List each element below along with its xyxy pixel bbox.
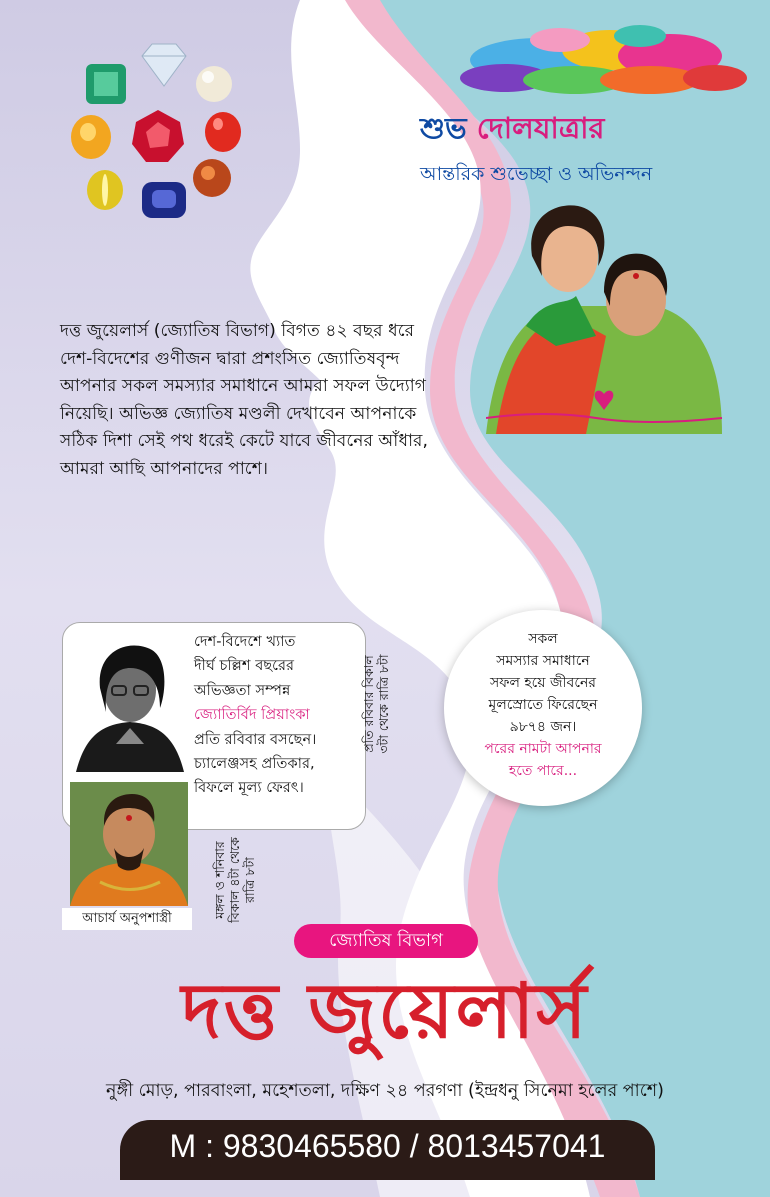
astrologer-line: দেশ-বিদেশে খ্যাত	[194, 633, 296, 650]
success-bubble-text	[444, 628, 642, 782]
astrologer-line: প্রতি রবিবার বসছেন।	[194, 730, 317, 748]
address: নুঙ্গী মোড়, পারবাংলা, মহেশতলা, দক্ষিণ ২৪ পরগণা (ইন্দ্রধনু সিনেমা হলের পাশে)	[106, 1081, 664, 1101]
astrologer-line: অভিজ্ঞতা সম্পন্ন	[194, 681, 291, 699]
women-photo	[486, 196, 722, 434]
cats-eye-gem-icon	[84, 168, 126, 212]
bubble-line: সফল হয়ে জীবনের	[489, 675, 597, 691]
bubble-line: ৯৮৭৪ জন।	[509, 719, 577, 735]
astrologer-schedule	[361, 639, 393, 769]
acharya-schedule	[212, 820, 260, 940]
emerald-gem-icon	[82, 60, 130, 108]
bubble-highlight: পরের নামটা আপনার	[484, 741, 602, 757]
pearl-gem-icon	[192, 62, 236, 106]
acharya-caption: আচার্য অনুপশাস্ত্রী	[62, 908, 192, 930]
astrologer-line: দীর্ঘ চল্লিশ বছরের	[194, 657, 295, 675]
festival-title-highlight: দোলযাত্রার	[476, 111, 605, 145]
phone-numbers: M : 9830465580 / 8013457041	[169, 1128, 606, 1164]
hessonite-gem-icon	[190, 156, 234, 200]
astrologer-line: বিফলে মূল্য ফেরৎ।	[194, 779, 304, 797]
astrologer-priyanka-photo	[76, 632, 184, 772]
diamond-gem-icon	[136, 40, 192, 90]
department-badge: জ্যোতিষ বিভাগ	[294, 924, 478, 958]
astrologer-line: চ্যালেঞ্জসহ প্রতিকার,	[194, 755, 315, 773]
schedule-line: বিকাল ৪টা থেকে	[227, 837, 242, 923]
astrologer-name: জ্যোতির্বিদ প্রিয়াংকা	[194, 706, 310, 724]
acharya-anupshastri-photo	[70, 782, 188, 906]
festival-subtitle: আন্তরিক শুভেচ্ছা ও অভিনন্দন	[420, 163, 653, 185]
schedule-line: প্রতি রবিবার বিকাল	[361, 655, 376, 753]
yellow-sapphire-gem-icon	[66, 112, 116, 162]
blue-sapphire-gem-icon	[138, 178, 190, 222]
schedule-line: রাত্রি ৮টা	[242, 857, 257, 903]
festival-title	[420, 106, 740, 155]
ruby-gem-icon	[128, 106, 188, 166]
schedule-line: ৩টা থেকে রাত্রি ৮টা	[376, 654, 391, 754]
astrologer-details	[194, 630, 374, 801]
bubble-line: সমস্যার সমাধানে	[496, 653, 590, 669]
festival-title-prefix: শুভ	[420, 111, 467, 145]
bubble-line: মূলস্রোতে ফিরেছেন	[488, 697, 598, 713]
schedule-line: মঙ্গল ও শনিবার	[212, 841, 227, 919]
bubble-line: সকল	[528, 631, 558, 647]
brand-name: দত্ত জুয়েলার্স	[181, 966, 589, 1055]
intro-paragraph: দত্ত জুয়েলার্স (জ্যোতিষ বিভাগ) বিগত ৪২ বছর ধরে দেশ-বিদেশের গুণীজন দ্বারা প্রশংসিত জ্যোতিষবৃন্দ আপনার সকল সমস্যার সমাধানে আমরা সফল উদ্যোগ নিয়েছি। অভিজ্ঞ জ্যোতিষ মণ্ডলী দেখাবেন আপনাকে সঠিক দিশা সেই পথ ধরেই কেটে যাবে জীবনের আঁধার, আমরা আছি আপনাদের পাশে।	[60, 321, 428, 479]
red-coral-gem-icon	[202, 110, 244, 154]
bubble-highlight: হতে পারে...	[508, 763, 578, 779]
